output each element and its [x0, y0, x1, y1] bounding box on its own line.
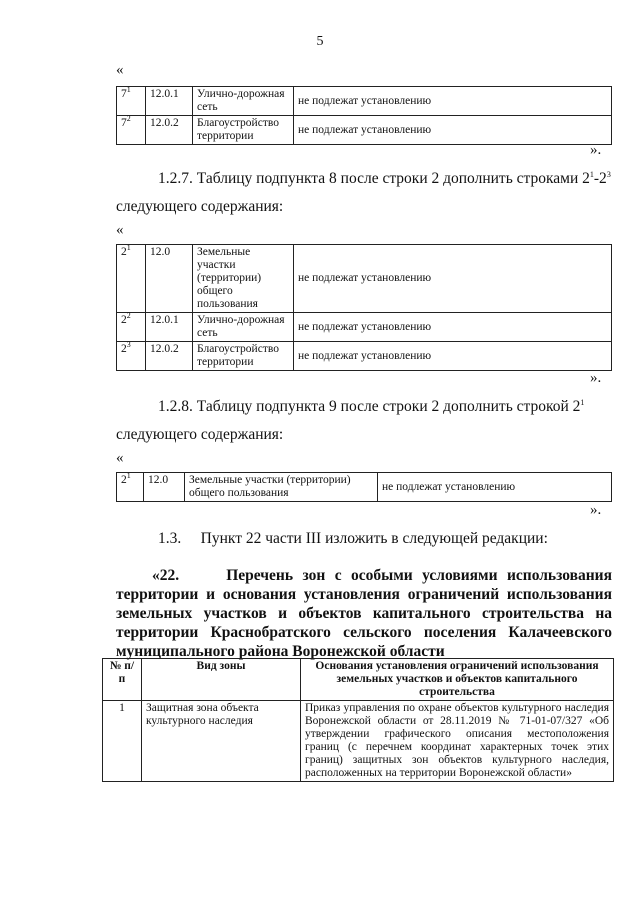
row-number: $7^1$ [117, 87, 146, 116]
quote-open-2: « [116, 222, 124, 238]
table-row [117, 473, 612, 502]
row-number: $2^3$ [117, 342, 146, 371]
table-row [117, 116, 612, 145]
row-code: 12.0 [144, 473, 185, 502]
table-row [117, 313, 612, 342]
quote-open-1: « [116, 62, 124, 78]
row-number: $2^1$ [117, 245, 146, 313]
row-code: 12.0 [146, 245, 193, 313]
quote-close-2: ». [590, 370, 602, 386]
row-name: Улично-дорожная сеть [193, 87, 294, 116]
row-code: 12.0.2 [146, 342, 193, 371]
row-number: $2^1$ [117, 473, 144, 502]
row-name: Благоустройство территории [193, 342, 294, 371]
row-value: не подлежат установлению [294, 245, 612, 313]
table-row [117, 245, 612, 313]
col-basis-header: Основания установления ограничений использования земельных участков и объектов капитального строительства [301, 659, 614, 701]
row-name: Земельные участки (территории) общего пользования [193, 245, 294, 313]
table-row [103, 701, 614, 782]
table-3 [116, 472, 612, 502]
row-value: не подлежат установлению [294, 87, 612, 116]
zones-table [102, 658, 614, 782]
table-2 [116, 244, 612, 371]
col-zone-header: Вид зоны [142, 659, 301, 701]
row-code: 12.0.1 [146, 313, 193, 342]
row-code: 12.0.1 [146, 87, 193, 116]
row-code: 12.0.2 [146, 116, 193, 145]
row-zone: Защитная зона объекта культурного наследия [142, 701, 301, 782]
paragraph-1-2-8-cont: следующего содержания: [116, 426, 284, 443]
paragraph-1-2-7: 1.2.7. Таблицу подпункта 8 после строки 2 дополнить строками $2^1-2^3$ [158, 169, 611, 187]
row-name: Благоустройство территории [193, 116, 294, 145]
quote-close-1: ». [590, 142, 602, 158]
table-header-row [103, 659, 614, 701]
row-value: не подлежат установлению [294, 116, 612, 145]
row-value: не подлежат установлению [294, 342, 612, 371]
paragraph-1-2-8: 1.2.8. Таблицу подпункта 9 после строки 2 дополнить строкой $2^1$ [158, 397, 585, 415]
row-name: Земельные участки (территории) общего пользования [185, 473, 378, 502]
row-number: $2^2$ [117, 313, 146, 342]
row-value: не подлежат установлению [378, 473, 612, 502]
quote-close-3: ». [590, 502, 602, 518]
paragraph-1-2-7-cont: следующего содержания: [116, 198, 284, 215]
quote-open-3: « [116, 450, 124, 466]
row-basis: Приказ управления по охране объектов культурного наследия Воронежской области от 28.11.2019 № 71-01-07/327 «Об утверждении графического описания местоположения границ (с перечнем координат характерных точек этих границ) защитных зон объектов культурного наследия, расположенных на территории Воронежской области» [301, 701, 614, 782]
table-row [117, 342, 612, 371]
page-number: 5 [316, 34, 324, 49]
col-number-header: № п/п [103, 659, 142, 701]
table-row [117, 87, 612, 116]
row-name: Улично-дорожная сеть [193, 313, 294, 342]
row-number: $7^2$ [117, 116, 146, 145]
section-22-heading: «22. Перечень зон с особыми условиями использования территории и основания установления ограничений использования земельных участков и объектов капитального строительства на территории Краснобратского сельского поселения Калачеевского муниципального района Воронежской области [116, 567, 616, 660]
table-1 [116, 86, 612, 145]
paragraph-1-3: 1.3. Пункт 22 части III изложить в следующей редакции: [158, 530, 548, 547]
row-number: 1 [103, 701, 142, 782]
row-value: не подлежат установлению [294, 313, 612, 342]
